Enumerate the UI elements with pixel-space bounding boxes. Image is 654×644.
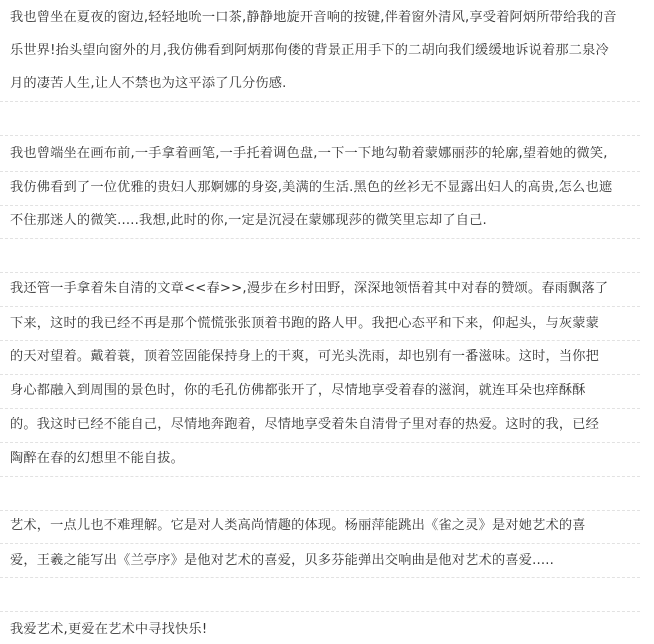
divider bbox=[0, 476, 640, 477]
paragraph-1-line-2: 乐世界!抬头望向窗外的月,我仿佛看到阿炳那佝偻的背景正用手下的二胡向我们缓缓地诉说着那二泉冷 bbox=[10, 43, 609, 58]
paragraph-2-line-1: 我也曾端坐在画布前,一手拿着画笔,一手托着调色盘,一下一下地勾勒着蒙娜丽莎的轮廓,望着她的微笑, bbox=[10, 146, 608, 161]
divider bbox=[0, 577, 640, 578]
paragraph-3-line-1: 我还管一手拿着朱自清的文章<<春>>,漫步在乡村田野，深深地领悟着其中对春的赞颂。春雨飘落了 bbox=[10, 281, 609, 296]
divider bbox=[0, 101, 640, 102]
divider bbox=[0, 611, 640, 612]
paragraph-2-line-2: 我仿佛看到了一位优雅的贵妇人那婀娜的身姿,美满的生活.黑色的丝衫无不显露出妇人的高贵,怎么也遮 bbox=[10, 180, 613, 195]
divider bbox=[0, 205, 640, 206]
divider bbox=[0, 543, 640, 544]
divider bbox=[0, 171, 640, 172]
paragraph-2-line-3: 不住那迷人的微笑.....我想,此时的你,一定是沉浸在蒙娜现莎的微笑里忘却了自己. bbox=[10, 213, 487, 228]
divider bbox=[0, 272, 640, 273]
divider bbox=[0, 306, 640, 307]
paragraph-3-line-5: 的。我这时已经不能自己，尽情地奔跑着，尽情地享受着朱自清骨子里对春的热爱。这时的我，已经 bbox=[10, 417, 600, 432]
paragraph-4-line-2: 爱，王羲之能写出《兰亭序》是他对艺术的喜爱，贝多芬能弹出交响曲是他对艺术的喜爱..... bbox=[10, 553, 555, 568]
divider bbox=[0, 340, 640, 341]
divider bbox=[0, 442, 640, 443]
paragraph-1-line-1: 我也曾坐在夏夜的窗边,轻轻地吮一口茶,静静地旋开音响的按键,伴着窗外清风,享受着阿炳所带给我的音 bbox=[10, 10, 617, 25]
divider bbox=[0, 374, 640, 375]
divider bbox=[0, 238, 640, 239]
paragraph-3-line-2: 下来，这时的我已经不再是那个慌慌张张顶着书跑的路人甲。我把心态平和下来，仰起头，与灰蒙蒙 bbox=[10, 316, 600, 331]
paragraph-5-line-1: 我爱艺术,更爱在艺术中寻找快乐! bbox=[10, 622, 208, 637]
divider bbox=[0, 510, 640, 511]
divider bbox=[0, 408, 640, 409]
paragraph-4-line-1: 艺术，一点儿也不难理解。它是对人类高尚情趣的体现。杨丽萍能跳出《雀之灵》是对她艺术的喜 bbox=[10, 518, 586, 533]
divider bbox=[0, 135, 640, 136]
paragraph-3-line-4: 身心都融入到周围的景色时，你的毛孔仿佛都张开了，尽情地享受着春的滋润，就连耳朵也痒酥酥 bbox=[10, 383, 586, 398]
paragraph-3-line-3: 的天对望着。戴着蓑，顶着笠固能保持身上的干爽，可光头洗雨，却也别有一番滋味。这时，当你把 bbox=[10, 349, 600, 364]
paragraph-1-line-3: 月的凄苦人生,让人不禁也为这平添了几分伤感. bbox=[10, 76, 287, 91]
paragraph-3-line-6: 陶醉在春的幻想里不能自拔。 bbox=[10, 451, 185, 466]
